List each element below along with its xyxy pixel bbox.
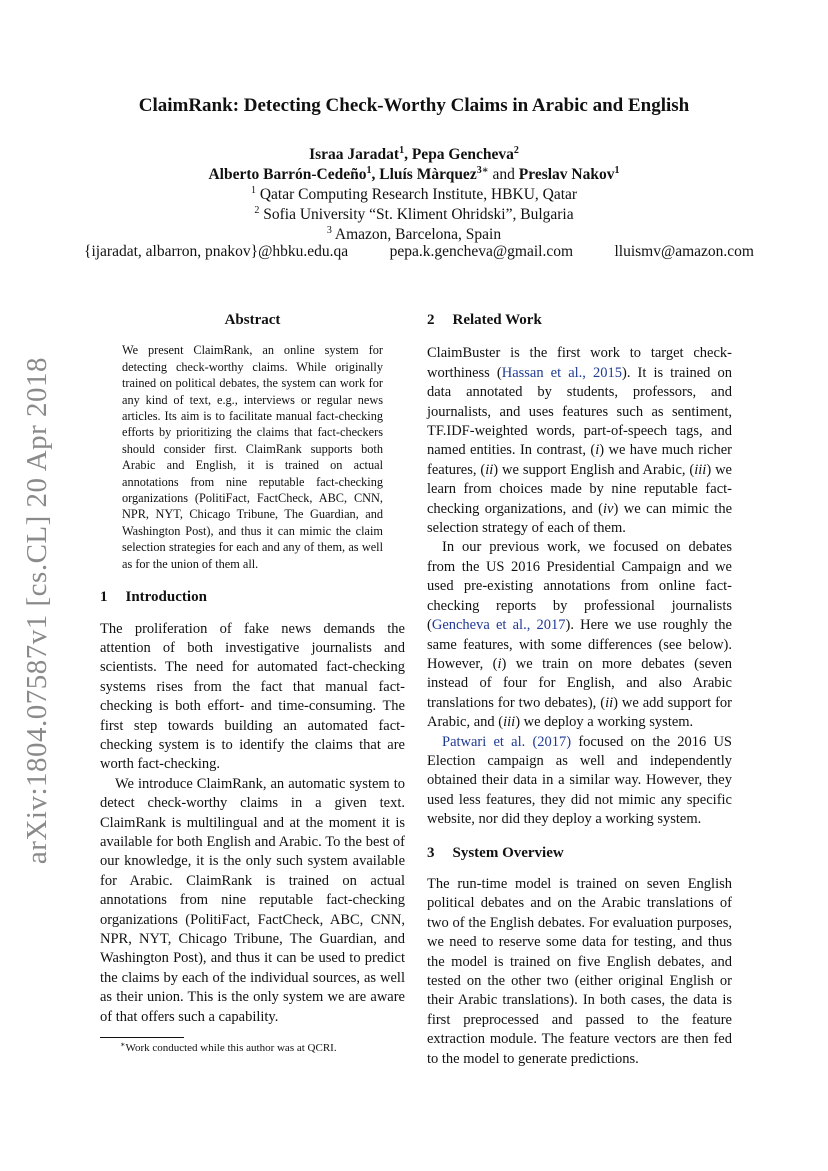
text-run: ) we add support for Arabic, and ( bbox=[427, 694, 732, 731]
right-column bbox=[427, 310, 732, 1069]
affiliation-number: 2 bbox=[254, 205, 260, 216]
affiliation bbox=[0, 225, 828, 245]
enumeration-marker: ii bbox=[605, 694, 614, 711]
footnote-rule bbox=[100, 1037, 184, 1038]
affiliation-mark: 1 bbox=[399, 145, 405, 156]
author-name: Preslav Nakov bbox=[518, 166, 615, 183]
footnote-text: Work conducted while this author was at QCRI. bbox=[125, 1042, 337, 1055]
paper-title: ClaimRank: Detecting Check-Worthy Claims in Arabic and English bbox=[138, 95, 690, 116]
author-conjunction: and bbox=[488, 166, 519, 183]
author-emails bbox=[84, 243, 754, 261]
affiliation-text: Amazon, Barcelona, Spain bbox=[331, 226, 502, 243]
author-name: Lluís Màrquez bbox=[379, 166, 477, 183]
enumeration-marker: ii bbox=[485, 461, 494, 478]
affiliation-mark: 2 bbox=[513, 145, 519, 156]
paragraph: The run-time model is trained on seven English political debates and on the Arabic translations of two of the English debates. For evaluation purposes, we need to reserve some data for testing, and thus the model is trained on five English debates, and tested on the other two (either original English or their Arabic translations). In both cases, the data is first preprocessed and passed to the feature extraction module. The feature vectors are then fed to the model to generate predictions. bbox=[427, 875, 732, 1067]
enumeration-marker: iii bbox=[694, 461, 707, 478]
paragraph bbox=[427, 538, 732, 732]
citation-link[interactable]: Hassan et al., 2015 bbox=[501, 364, 622, 381]
citation-link[interactable]: Gencheva et al., 2017 bbox=[431, 617, 566, 634]
text-run: ) we deploy a working system. bbox=[515, 714, 694, 731]
arxiv-stamp-text: arXiv:1804.07587v1 [cs.CL] 20 Apr 2018 bbox=[21, 356, 54, 864]
text-run: ClaimBuster is the first work to target check-worthiness ( bbox=[427, 345, 732, 381]
section-heading-related-work bbox=[427, 311, 732, 330]
left-column bbox=[100, 310, 405, 1055]
author-name: Pepa Gencheva bbox=[411, 146, 514, 163]
affiliation-number: 1 bbox=[250, 185, 256, 196]
section-title: Introduction bbox=[125, 589, 207, 606]
author-separator: , bbox=[371, 166, 380, 183]
enumeration-marker: iv bbox=[603, 500, 614, 517]
enumeration-marker: i bbox=[497, 655, 502, 672]
paragraph: The proliferation of fake news demands the attention of both investigative journalists and scientists. The need for automated fact-checking systems rises from the fact that manual fact-checking is both effort- and time-consuming. The first step towards building an automated fact-checking system is to identify the claims that are worth fact-checking. bbox=[100, 620, 405, 773]
affiliation-number: 3 bbox=[326, 225, 332, 236]
section-number: 3 bbox=[427, 844, 435, 861]
footnote-mark: ∗ bbox=[120, 1040, 126, 1050]
affiliation bbox=[0, 185, 828, 205]
paragraph bbox=[427, 733, 732, 830]
text-run: ) we learn from choices made by nine reputable fact-checking organizations, and ( bbox=[427, 461, 732, 517]
text-run: ) we support English and Arabic, ( bbox=[493, 461, 695, 478]
affiliation-text: Qatar Computing Research Institute, HBKU, Qatar bbox=[255, 186, 578, 203]
section-title: System Overview bbox=[452, 844, 564, 861]
affiliation bbox=[0, 205, 828, 225]
email-address: {ijaradat, albarron, pnakov}@hbku.edu.qa bbox=[84, 243, 349, 260]
enumeration-marker: i bbox=[595, 442, 600, 459]
paragraph: We introduce ClaimRank, an automatic system to detect check-worthy claims in a given text. ClaimRank is multilingual and at the moment it is available for both English and Arabic. To the best of our knowledge, it is the only such system available for Arabic. ClaimRank is trained on actual annotations from nine reputable fact-checking organizations (PolitiFact, FactCheck, ABC, CNN, NPR, NYT, Chicago Tribune, The Guardian, and Washington Post), and thus it can be used to predict the claims by each of the individual sources, as well as their union. This is the only system we are aware of that offers such a capability. bbox=[100, 775, 405, 1025]
text-run: focused on the 2016 US Election campaign as well and independently obtained their data in a similar way. However, they used less features, they did not mimic any specific website, nor did they deploy a working system. bbox=[427, 733, 732, 828]
footnote bbox=[100, 1041, 405, 1055]
section-heading-system-overview bbox=[427, 844, 732, 863]
text-run: ) we train on more debates (seven instead of four for English, and also Arabic translations for two debates), ( bbox=[427, 655, 732, 711]
author-block bbox=[0, 145, 828, 245]
text-run: In our previous work, we focused on debates from the US 2016 Presidential Campaign and we used pre-existing annotations from online fact-checking reports by professional journalists ( bbox=[427, 539, 732, 634]
section-number: 2 bbox=[427, 312, 435, 328]
paragraph bbox=[427, 344, 732, 538]
affiliation-mark: 3∗ bbox=[476, 165, 489, 176]
author-line-1 bbox=[0, 145, 828, 165]
section-title: Related Work bbox=[452, 312, 542, 328]
section-number: 1 bbox=[100, 589, 108, 606]
citation-link[interactable]: Patwari et al. (2017) bbox=[442, 733, 572, 750]
arxiv-identifier-stamp bbox=[16, 356, 60, 864]
enumeration-marker: iii bbox=[503, 714, 516, 731]
abstract-heading: Abstract bbox=[224, 312, 281, 328]
text-run: ). Here we use roughly the same features, with some differences (see below). However, ( bbox=[427, 617, 732, 672]
text-run: ) we can mimic the selection strategy of each of them. bbox=[427, 500, 733, 537]
author-name: Israa Jaradat bbox=[309, 146, 400, 163]
author-name: Alberto Barrón-Cedeño bbox=[208, 166, 367, 183]
author-separator: , bbox=[404, 146, 412, 163]
affiliation-text: Sofia University “St. Kliment Ohridski”, Bulgaria bbox=[259, 206, 574, 223]
email-address: lluismv@amazon.com bbox=[614, 243, 754, 260]
section-heading-introduction bbox=[100, 588, 405, 607]
abstract-text: We present ClaimRank, an online system for detecting check-worthy claims. While originally trained on political debates, the system can work for any kind of text, e.g., interviews or regular news articles. Its aim is to facilitate manual fact-checking efforts by prioritizing the claims that fact-checkers should consider first. ClaimRank supports both Arabic and English, it is trained on actual annotations from nine reputable fact-checking organizations (PolitiFact, FactCheck, ABC, CNN, NPR, NYT, Chicago Tribune, The Guardian, and Washington Post), and thus it can mimic the claim selection strategies for each and any of them, as well as for the union of them all. bbox=[122, 343, 383, 571]
affiliation-mark: 1 bbox=[366, 165, 372, 176]
author-line-2 bbox=[0, 165, 828, 185]
email-address: pepa.k.gencheva@gmail.com bbox=[389, 243, 574, 260]
affiliation-mark: 1 bbox=[614, 165, 620, 176]
text-run: ) we have much richer features, ( bbox=[427, 442, 732, 478]
text-run: ). It is trained on data annotated by students, professors, and journalists, and uses features such as sentiment, TF.IDF-weighted words, part-of-speech tags, and named entities. In contrast, ( bbox=[427, 364, 732, 459]
